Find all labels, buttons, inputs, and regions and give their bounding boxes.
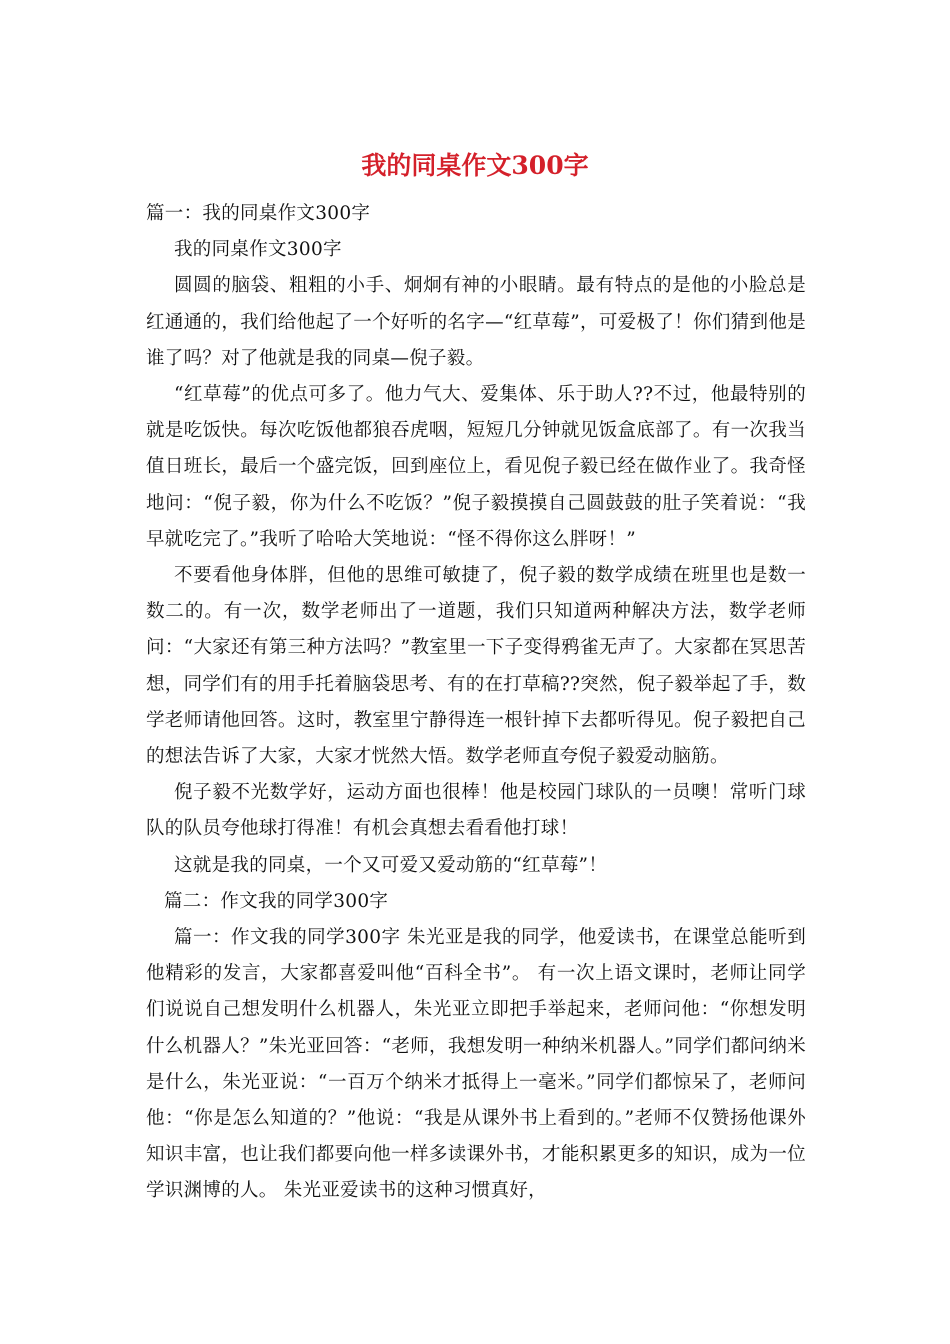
document-body bbox=[146, 196, 806, 1210]
subtitle-line: 我的同桌作文300字 bbox=[174, 239, 342, 261]
section-heading: 篇二：作文我的同学300字 bbox=[164, 890, 389, 912]
paragraph: 这就是我的同桌，一个又可爱又爱动筋的“红草莓”！ bbox=[174, 854, 608, 876]
paragraph: 不要看他身体胖，但他的思维可敏捷了，倪子毅的数学成绩在班里也是数一数二的。有一次，数学老师出了一道题，我们只知道两种解决方法，数学老师问：“大家还有第三种方法吗？”教室里一下子变得鸦雀无声了。大家都在冥思苦想，同学们有的用手托着脑袋思考、有的在打草稿??突然，倪子毅举起了手，数学老师请他回答。这时，教室里宁静得连一根针掉下去都听得见。倪子毅把自己的想法告诉了大家，大家才恍然大悟。数学老师直夸倪子毅爱动脑筋。 bbox=[146, 565, 806, 768]
paragraph: “红草莓”的优点可多了。他力气大、爱集体、乐于助人??不过，他最特别的就是吃饭快。每次吃饭他都狼吞虎咽，短短几分钟就见饭盒底部了。有一次我当值日班长，最后一个盛完饭，回到座位上，看见倪子毅已经在做作业了。我奇怪地问：“倪子毅，你为什么不吃饭？”倪子毅摸摸自己圆鼓鼓的肚子笑着说：“我早就吃完了。”我听了哈哈大笑地说：“怪不得你这么胖呀！” bbox=[146, 384, 806, 550]
paragraph: 倪子毅不光数学好，运动方面也很棒！他是校园门球队的一员噢！常听门球队的队员夸他球打得准！有机会真想去看看他打球！ bbox=[146, 782, 806, 840]
paragraph: 圆圆的脑袋、粗粗的小手、炯炯有神的小眼睛。最有特点的是他的小脸总是红通通的，我们给他起了一个好听的名字—“红草莓”，可爱极了！你们猜到他是谁了吗？对了他就是我的同桌—倪子毅。 bbox=[146, 275, 806, 369]
paragraph: 篇一：作文我的同学300字 朱光亚是我的同学，他爱读书，在课堂总能听到他精彩的发言，大家都喜爱叫他“百科全书”。 有一次上语文课时，老师让同学们说说自己想发明什么机器人，朱光亚立即把手举起来，老师问他：“你想发明什么机器人？”朱光亚回答：“老师，我想发明一种纳米机器人。”同学们都问纳米是什么，朱光亚说：“一百万个纳米才抵得上一毫米。”同学们都惊呆了，老师问他：“你是怎么知道的？”他说：“我是从课外书上看到的。”老师不仅赞扬他课外知识丰富，也让我们都要向他一样多读课外书，才能积累更多的知识，成为一位学识渊博的人。 朱光亚爱读书的这种习惯真好， bbox=[146, 927, 806, 1202]
section-heading: 篇一：我的同桌作文300字 bbox=[146, 203, 371, 224]
document-title: 我的同桌作文300字 bbox=[361, 151, 589, 180]
